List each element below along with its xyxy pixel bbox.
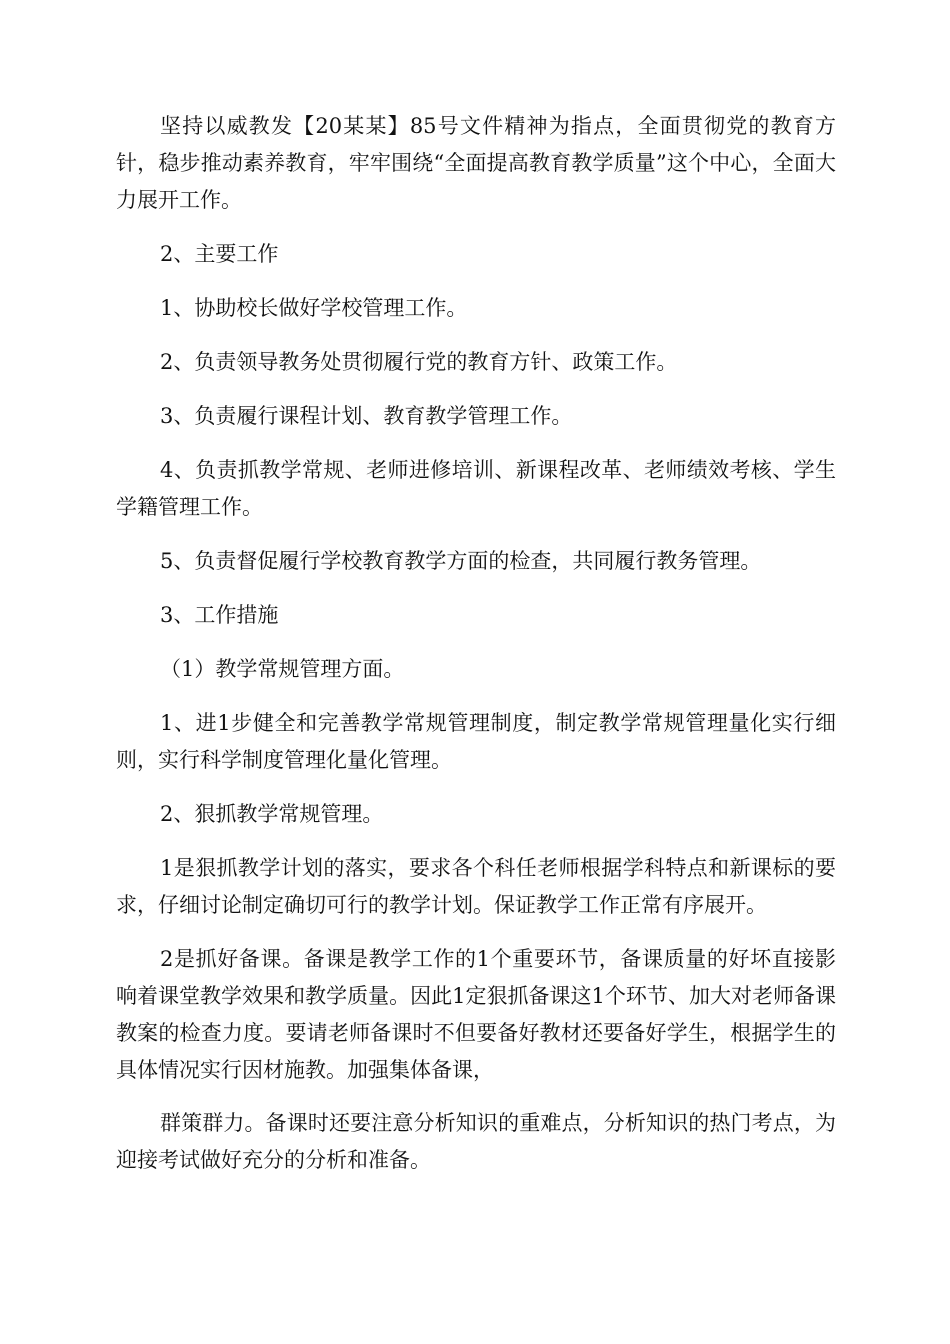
list-item-assist-principal: 1、协助校长做好学校管理工作。 bbox=[160, 296, 468, 320]
list-item-teaching-routines: 4、负责抓教学常规、老师进修培训、新课程改革、老师绩效考核、学生学籍管理工作。 bbox=[116, 458, 836, 519]
list-item-supervise-inspection: 5、负责督促履行学校教育教学方面的检查，共同履行教务管理。 bbox=[160, 549, 762, 573]
paragraph-guiding-principle: 坚持以威教发【20某某】85号文件精神为指点，全面贯彻党的教育方针，稳步推动素养教育，牢牢围绕“全面提高教育教学质量”这个中心，全面大力展开工作。 bbox=[116, 114, 836, 212]
paragraph-teaching-plan: 1是狠抓教学计划的落实，要求各个科任老师根据学科特点和新课标的要求，仔细讨论制定确切可行的教学计划。保证教学工作正常有序展开。 bbox=[116, 856, 836, 917]
list-item-curriculum-plan: 3、负责履行课程计划、教育教学管理工作。 bbox=[160, 404, 573, 428]
subheading-teaching-management: （1）教学常规管理方面。 bbox=[160, 657, 405, 681]
list-item-routine-management: 2、狠抓教学常规管理。 bbox=[160, 802, 384, 826]
paragraph-collective-preparation: 群策群力。备课时还要注意分析知识的重难点，分析知识的热门考点，为迎接考试做好充分的分析和准备。 bbox=[116, 1111, 836, 1172]
list-item-lead-academic-office: 2、负责领导教务处贯彻履行党的教育方针、政策工作。 bbox=[160, 350, 678, 374]
heading-work-measures: 3、工作措施 bbox=[160, 603, 279, 627]
list-item-improve-system: 1、进1步健全和完善教学常规管理制度，制定教学常规管理量化实行细则，实行科学制度管理化量化管理。 bbox=[116, 711, 836, 772]
paragraph-lesson-preparation: 2是抓好备课。备课是教学工作的1个重要环节，备课质量的好坏直接影响着课堂教学效果和教学质量。因此1定狠抓备课这1个环节、加大对老师备课教案的检查力度。要请老师备课时不但要备好教材还要备好学生，根据学生的具体情况实行因材施教。加强集体备课， bbox=[116, 947, 836, 1082]
heading-main-work: 2、主要工作 bbox=[160, 242, 279, 266]
document-body bbox=[116, 108, 836, 1196]
